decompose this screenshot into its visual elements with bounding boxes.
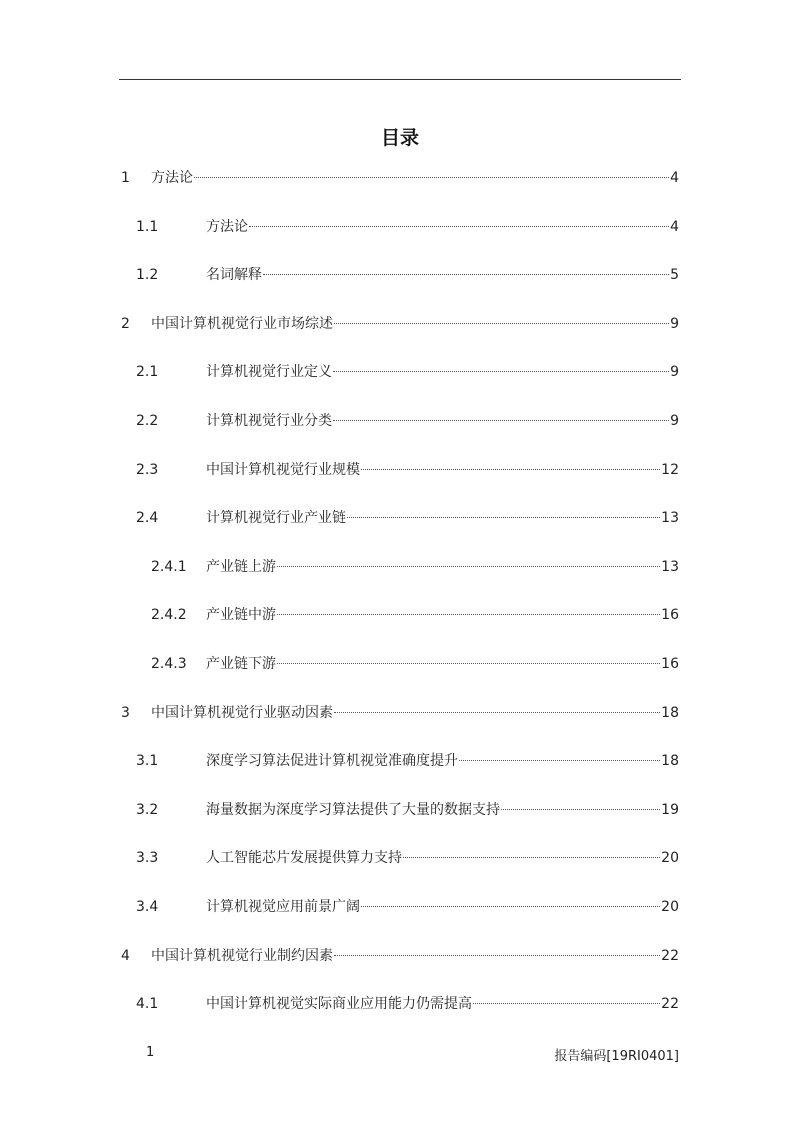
toc-entry-number: 1 [121, 170, 130, 186]
toc-entry-number: 4.1 [136, 996, 159, 1013]
toc-entry-label: 人工智能芯片发展提供算力支持 [206, 850, 402, 867]
toc-entry-label: 计算机视觉行业产业链 [206, 510, 346, 527]
toc-entry-number: 3.3 [136, 850, 159, 867]
toc-dot-leader [333, 371, 669, 372]
toc-entry-label: 中国计算机视觉行业规模 [206, 461, 360, 478]
toc-entry-page: 9 [670, 413, 679, 429]
footer-report-code: 报告编码[19RI0401] [554, 1049, 679, 1064]
toc-entry-label: 方法论 [206, 218, 248, 235]
toc-entry-page: 13 [661, 558, 679, 575]
toc-entry-label: 中国计算机视觉行业市场综述 [151, 315, 333, 332]
toc-dot-leader [361, 906, 660, 907]
toc-entry-body [206, 799, 679, 821]
toc-entry-page: 9 [670, 364, 679, 381]
toc-dot-leader [403, 857, 660, 858]
toc-dot-leader [333, 420, 669, 421]
toc-entry-label: 中国计算机视觉实际商业应用能力仍需提高 [206, 996, 472, 1013]
toc-dot-leader [277, 663, 660, 664]
toc-entry-body [206, 459, 679, 481]
toc-entry-label: 产业链下游 [206, 656, 276, 672]
toc-entry-number: 1.1 [136, 218, 159, 235]
toc-dot-leader [473, 1003, 660, 1004]
toc-dot-leader [263, 274, 669, 275]
toc-entry-number: 2.4.1 [151, 558, 187, 575]
toc-entry[interactable] [0, 896, 800, 918]
toc-entry[interactable] [0, 507, 800, 529]
toc-entry-number: 3.4 [136, 899, 159, 915]
toc-entry[interactable] [0, 410, 800, 432]
toc-entry-page: 16 [661, 656, 679, 672]
toc-entry[interactable] [0, 264, 800, 286]
toc-entry[interactable] [0, 702, 800, 724]
toc-entry-number: 2 [121, 315, 130, 332]
toc-entry-body [151, 945, 679, 967]
toc-entry-page: 22 [661, 996, 679, 1013]
toc-entry[interactable] [0, 556, 800, 578]
toc-entry-number: 2.3 [136, 461, 159, 478]
toc-entry[interactable] [0, 945, 800, 967]
toc-entry-number: 4 [121, 947, 130, 964]
toc-entry-body [206, 507, 679, 529]
toc-entry-label: 中国计算机视觉行业制约因素 [151, 947, 333, 964]
toc-entry[interactable] [0, 167, 800, 189]
toc-entry-page: 5 [670, 267, 679, 284]
toc-entry-number: 3.2 [136, 801, 159, 818]
toc-entry-body [206, 896, 679, 918]
toc-entry-body [206, 410, 679, 432]
toc-entry-page: 16 [661, 607, 679, 624]
toc-entry-number: 3 [121, 704, 130, 721]
toc-entry[interactable] [0, 653, 800, 675]
toc-entry[interactable] [0, 604, 800, 626]
toc-dot-leader [501, 809, 660, 810]
toc-entry-number: 1.2 [136, 267, 159, 284]
toc-dot-leader [334, 955, 660, 956]
toc-entry-number: 3.1 [136, 753, 159, 770]
toc-title: 目录 [380, 127, 419, 149]
toc-entry-page: 4 [670, 170, 679, 186]
toc-entry-body [151, 167, 679, 189]
toc-entry[interactable] [0, 847, 800, 869]
toc-entry-page: 20 [661, 850, 679, 867]
toc-dot-leader [334, 323, 669, 324]
toc-entry-number: 2.4.2 [151, 607, 187, 624]
toc-entry-body [206, 847, 679, 869]
toc-entry[interactable] [0, 799, 800, 821]
toc-entry-page: 13 [661, 510, 679, 527]
toc-dot-leader [361, 469, 660, 470]
toc-entry-label: 产业链上游 [206, 558, 276, 575]
toc-entry-body [206, 264, 679, 286]
toc-entry-page: 18 [661, 704, 679, 721]
toc-entry-body [206, 750, 679, 772]
toc-entry-page: 9 [670, 315, 679, 332]
toc-entry-number: 2.4.3 [151, 656, 187, 672]
toc-dot-leader [277, 614, 660, 615]
toc-entry-label: 深度学习算法促进计算机视觉准确度提升 [206, 753, 458, 770]
toc-dot-leader [459, 760, 660, 761]
toc-dot-leader [249, 226, 669, 227]
toc-entry-body [206, 653, 679, 675]
header-rule [119, 79, 681, 80]
toc-entry[interactable] [0, 750, 800, 772]
toc-entry-number: 2.1 [136, 364, 159, 381]
toc-dot-leader [334, 712, 660, 713]
toc-entry-label: 计算机视觉行业分类 [206, 413, 332, 429]
toc-entry[interactable] [0, 361, 800, 383]
toc-entry-label: 名词解释 [206, 267, 262, 284]
toc-entry[interactable] [0, 459, 800, 481]
toc-entry-label: 计算机视觉行业定义 [206, 364, 332, 381]
toc-entry-page: 18 [661, 753, 679, 770]
toc-entry-label: 产业链中游 [206, 607, 276, 624]
toc-entry[interactable] [0, 993, 800, 1015]
toc-dot-leader [277, 566, 660, 567]
toc-entry-label: 方法论 [151, 170, 193, 186]
toc-entry[interactable] [0, 216, 800, 238]
toc-entry-label: 海量数据为深度学习算法提供了大量的数据支持 [206, 801, 500, 818]
toc-entry-label: 计算机视觉应用前景广阔 [206, 899, 360, 915]
toc-dot-leader [347, 517, 660, 518]
toc-entry-page: 4 [670, 218, 679, 235]
toc-entry-page: 20 [661, 899, 679, 915]
toc-entry-body [151, 702, 679, 724]
toc-entry-page: 12 [661, 461, 679, 478]
footer-page-number: 1 [146, 1045, 155, 1060]
toc-entry-body [151, 313, 679, 335]
toc-entry-label: 中国计算机视觉行业驱动因素 [151, 704, 333, 721]
toc-entry-page: 19 [661, 801, 679, 818]
toc-entry-body [206, 604, 679, 626]
toc-entry[interactable] [0, 313, 800, 335]
toc-entry-body [206, 361, 679, 383]
toc-entry-number: 2.2 [136, 413, 159, 429]
toc-dot-leader [194, 177, 669, 178]
toc-entry-body [206, 993, 679, 1015]
toc-entry-body [206, 216, 679, 238]
toc-entry-page: 22 [661, 947, 679, 964]
toc-entry-body [206, 556, 679, 578]
toc-entry-number: 2.4 [136, 510, 159, 527]
